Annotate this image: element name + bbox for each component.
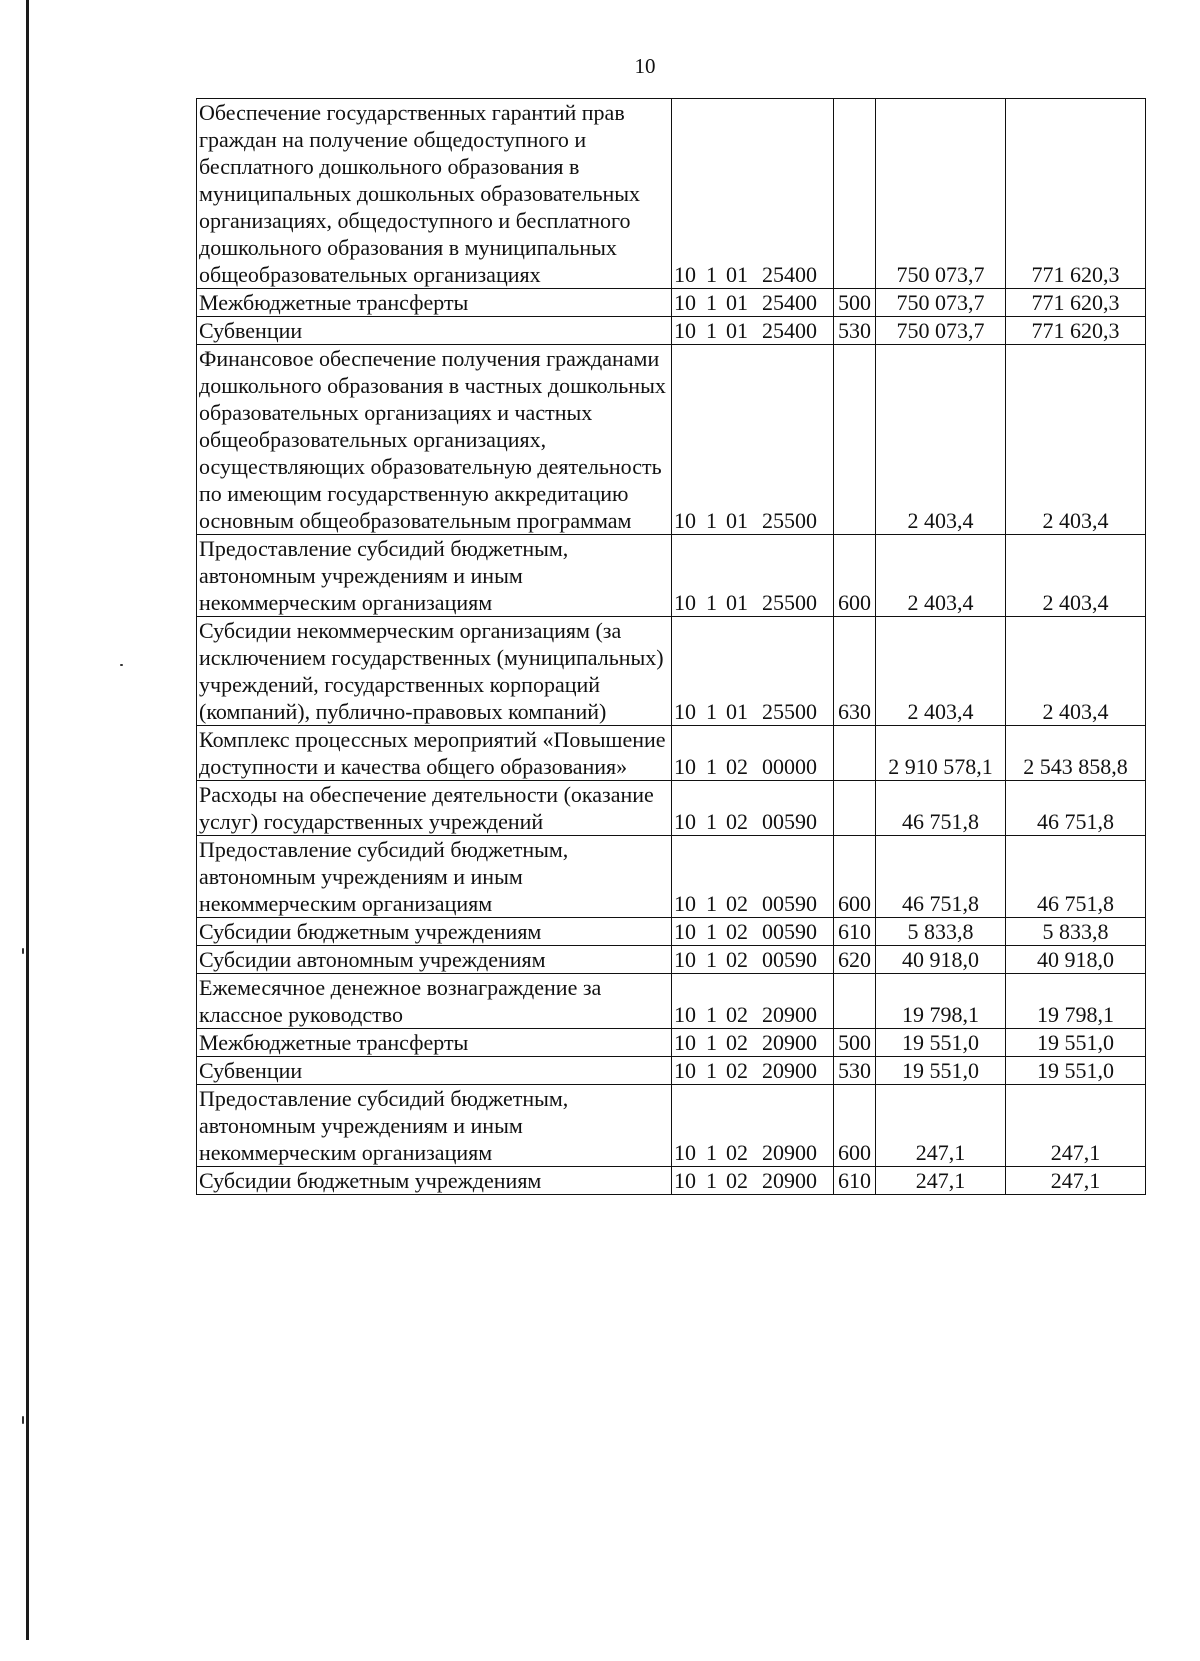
code-program: 10 <box>674 1002 696 1027</box>
table-row <box>197 974 1146 1029</box>
code-subprogram: 1 <box>706 508 717 533</box>
row-target-code <box>672 1167 834 1195</box>
row-expense-type: 620 <box>834 946 876 974</box>
code-measure: 02 <box>726 1168 748 1193</box>
code-direction: 00590 <box>762 919 817 944</box>
row-amount-year-1: 750 073,7 <box>876 317 1006 345</box>
code-program: 10 <box>674 919 696 944</box>
code-measure: 01 <box>726 318 748 343</box>
row-amount-year-1: 247,1 <box>876 1167 1006 1195</box>
table-row <box>197 617 1146 726</box>
code-measure: 02 <box>726 1058 748 1083</box>
code-direction: 25400 <box>762 290 817 315</box>
row-description: Расходы на обеспечение деятельности (оказание услуг) государственных учреждений <box>197 781 672 836</box>
code-program: 10 <box>674 262 696 287</box>
code-program: 10 <box>674 318 696 343</box>
row-description: Субвенции <box>197 317 672 345</box>
row-amount-year-1: 40 918,0 <box>876 946 1006 974</box>
row-amount-year-2: 771 620,3 <box>1006 99 1146 289</box>
row-amount-year-1: 19 551,0 <box>876 1057 1006 1085</box>
row-amount-year-1: 2 403,4 <box>876 535 1006 617</box>
code-program: 10 <box>674 947 696 972</box>
table-row <box>197 317 1146 345</box>
row-expense-type: 610 <box>834 1167 876 1195</box>
code-direction: 25400 <box>762 262 817 287</box>
code-direction: 00590 <box>762 891 817 916</box>
code-direction: 20900 <box>762 1002 817 1027</box>
row-expense-type <box>834 781 876 836</box>
row-amount-year-1: 19 798,1 <box>876 974 1006 1029</box>
code-program: 10 <box>674 290 696 315</box>
row-amount-year-2: 5 833,8 <box>1006 918 1146 946</box>
budget-table-body <box>197 99 1146 1195</box>
code-subprogram: 1 <box>706 318 717 343</box>
code-program: 10 <box>674 590 696 615</box>
code-program: 10 <box>674 1030 696 1055</box>
code-direction: 20900 <box>762 1168 817 1193</box>
code-subprogram: 1 <box>706 947 717 972</box>
table-row <box>197 918 1146 946</box>
code-program: 10 <box>674 1140 696 1165</box>
row-amount-year-2: 40 918,0 <box>1006 946 1146 974</box>
row-expense-type <box>834 99 876 289</box>
code-direction: 25500 <box>762 699 817 724</box>
row-amount-year-2: 2 403,4 <box>1006 535 1146 617</box>
row-description: Комплекс процессных мероприятий «Повышение доступности и качества общего образования» <box>197 726 672 781</box>
row-expense-type <box>834 726 876 781</box>
table-row <box>197 946 1146 974</box>
row-amount-year-1: 5 833,8 <box>876 918 1006 946</box>
code-measure: 01 <box>726 262 748 287</box>
row-amount-year-2: 247,1 <box>1006 1085 1146 1167</box>
code-measure: 01 <box>726 290 748 315</box>
code-program: 10 <box>674 699 696 724</box>
row-amount-year-2: 46 751,8 <box>1006 836 1146 918</box>
row-target-code <box>672 918 834 946</box>
code-program: 10 <box>674 1058 696 1083</box>
code-measure: 02 <box>726 1002 748 1027</box>
table-row <box>197 1057 1146 1085</box>
row-description: Предоставление субсидий бюджетным, автономным учреждениям и иным некоммерческим организациям <box>197 836 672 918</box>
code-program: 10 <box>674 754 696 779</box>
code-subprogram: 1 <box>706 290 717 315</box>
code-direction: 25500 <box>762 590 817 615</box>
table-row <box>197 535 1146 617</box>
row-description: Субсидии бюджетным учреждениям <box>197 918 672 946</box>
row-description: Предоставление субсидий бюджетным, автономным учреждениям и иным некоммерческим организациям <box>197 535 672 617</box>
row-amount-year-2: 19 798,1 <box>1006 974 1146 1029</box>
row-description: Ежемесячное денежное вознаграждение за классное руководство <box>197 974 672 1029</box>
code-direction: 25400 <box>762 318 817 343</box>
row-target-code <box>672 1085 834 1167</box>
code-subprogram: 1 <box>706 754 717 779</box>
code-subprogram: 1 <box>706 809 717 834</box>
code-direction: 20900 <box>762 1030 817 1055</box>
row-amount-year-2: 247,1 <box>1006 1167 1146 1195</box>
row-amount-year-2: 46 751,8 <box>1006 781 1146 836</box>
code-subprogram: 1 <box>706 1002 717 1027</box>
row-target-code <box>672 317 834 345</box>
row-amount-year-1: 2 403,4 <box>876 617 1006 726</box>
code-program: 10 <box>674 1168 696 1193</box>
code-subprogram: 1 <box>706 919 717 944</box>
row-amount-year-2: 19 551,0 <box>1006 1057 1146 1085</box>
table-row <box>197 289 1146 317</box>
code-program: 10 <box>674 809 696 834</box>
row-amount-year-1: 46 751,8 <box>876 781 1006 836</box>
row-amount-year-1: 750 073,7 <box>876 99 1006 289</box>
row-description: Субвенции <box>197 1057 672 1085</box>
row-description: Субсидии некоммерческим организациям (за исключением государственных (муниципальных) учреждений, государственных корпораций (компаний), публично-правовых компаний) <box>197 617 672 726</box>
row-amount-year-1: 46 751,8 <box>876 836 1006 918</box>
row-target-code <box>672 974 834 1029</box>
scan-edge-line <box>26 0 29 1640</box>
row-expense-type <box>834 345 876 535</box>
code-measure: 02 <box>726 1140 748 1165</box>
row-target-code <box>672 1057 834 1085</box>
row-target-code <box>672 726 834 781</box>
row-target-code <box>672 535 834 617</box>
row-target-code <box>672 345 834 535</box>
code-subprogram: 1 <box>706 590 717 615</box>
row-expense-type: 610 <box>834 918 876 946</box>
row-expense-type: 530 <box>834 317 876 345</box>
code-measure: 02 <box>726 809 748 834</box>
row-target-code <box>672 946 834 974</box>
code-measure: 02 <box>726 891 748 916</box>
code-direction: 25500 <box>762 508 817 533</box>
code-subprogram: 1 <box>706 262 717 287</box>
row-expense-type: 600 <box>834 1085 876 1167</box>
row-expense-type <box>834 974 876 1029</box>
row-amount-year-2: 771 620,3 <box>1006 289 1146 317</box>
row-amount-year-1: 19 551,0 <box>876 1029 1006 1057</box>
row-amount-year-1: 2 910 578,1 <box>876 726 1006 781</box>
row-amount-year-1: 2 403,4 <box>876 345 1006 535</box>
table-row <box>197 1029 1146 1057</box>
row-target-code <box>672 781 834 836</box>
table-row <box>197 1085 1146 1167</box>
table-row <box>197 345 1146 535</box>
code-measure: 02 <box>726 947 748 972</box>
row-expense-type: 530 <box>834 1057 876 1085</box>
scan-speck <box>120 664 123 666</box>
row-expense-type: 600 <box>834 535 876 617</box>
row-description: Обеспечение государственных гарантий прав граждан на получение общедоступного и бесплатного дошкольного образования в муниципальных дошкольных образовательных организациях, общедоступного и бесплатного дошкольного образования в муниципальных общеобразовательных организациях <box>197 99 672 289</box>
code-subprogram: 1 <box>706 1168 717 1193</box>
page-number: 10 <box>634 54 656 78</box>
row-description: Финансовое обеспечение получения гражданами дошкольного образования в частных дошкольных образовательных организациях и частных общеобразовательных организациях, осуществляющих образовательную деятельность по имеющим государственную аккредитацию основным общеобразовательным программам <box>197 345 672 535</box>
code-measure: 01 <box>726 699 748 724</box>
table-row <box>197 781 1146 836</box>
row-amount-year-2: 19 551,0 <box>1006 1029 1146 1057</box>
row-description: Субсидии бюджетным учреждениям <box>197 1167 672 1195</box>
row-expense-type: 500 <box>834 289 876 317</box>
row-amount-year-2: 2 403,4 <box>1006 617 1146 726</box>
row-description: Предоставление субсидий бюджетным, автономным учреждениям и иным некоммерческим организациям <box>197 1085 672 1167</box>
row-target-code <box>672 836 834 918</box>
code-subprogram: 1 <box>706 1030 717 1055</box>
row-description: Субсидии автономным учреждениям <box>197 946 672 974</box>
code-subprogram: 1 <box>706 699 717 724</box>
code-subprogram: 1 <box>706 891 717 916</box>
scan-speck <box>22 948 24 954</box>
table-row <box>197 1167 1146 1195</box>
row-expense-type: 630 <box>834 617 876 726</box>
row-amount-year-1: 750 073,7 <box>876 289 1006 317</box>
code-program: 10 <box>674 508 696 533</box>
row-amount-year-2: 2 403,4 <box>1006 345 1146 535</box>
scan-speck <box>22 1416 24 1424</box>
row-target-code <box>672 289 834 317</box>
row-expense-type: 600 <box>834 836 876 918</box>
row-target-code <box>672 1029 834 1057</box>
code-program: 10 <box>674 891 696 916</box>
code-subprogram: 1 <box>706 1058 717 1083</box>
table-row <box>197 726 1146 781</box>
row-amount-year-2: 2 543 858,8 <box>1006 726 1146 781</box>
code-measure: 01 <box>726 590 748 615</box>
code-direction: 00000 <box>762 754 817 779</box>
code-measure: 01 <box>726 508 748 533</box>
code-direction: 20900 <box>762 1140 817 1165</box>
table-row <box>197 836 1146 918</box>
code-measure: 02 <box>726 1030 748 1055</box>
row-target-code <box>672 99 834 289</box>
row-target-code <box>672 617 834 726</box>
code-measure: 02 <box>726 754 748 779</box>
code-measure: 02 <box>726 919 748 944</box>
row-amount-year-1: 247,1 <box>876 1085 1006 1167</box>
row-amount-year-2: 771 620,3 <box>1006 317 1146 345</box>
code-subprogram: 1 <box>706 1140 717 1165</box>
code-direction: 00590 <box>762 809 817 834</box>
code-direction: 00590 <box>762 947 817 972</box>
row-expense-type: 500 <box>834 1029 876 1057</box>
table-row <box>197 99 1146 289</box>
budget-table <box>196 98 1146 1195</box>
code-direction: 20900 <box>762 1058 817 1083</box>
row-description: Межбюджетные трансферты <box>197 1029 672 1057</box>
row-description: Межбюджетные трансферты <box>197 289 672 317</box>
